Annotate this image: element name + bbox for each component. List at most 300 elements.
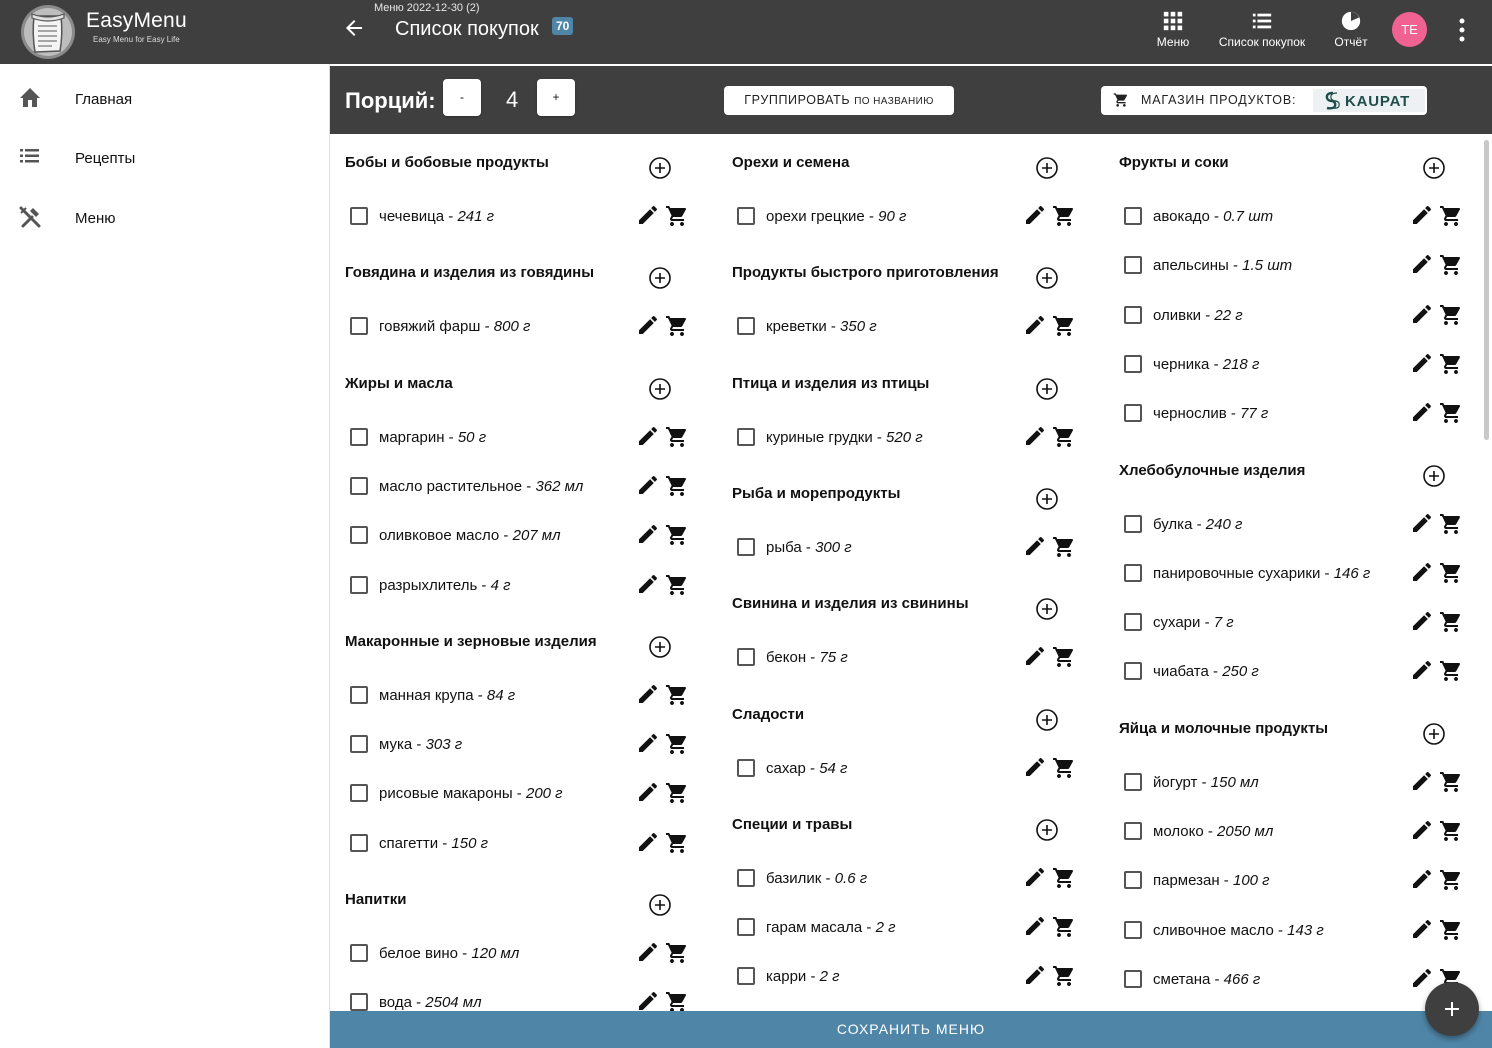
list-item [350,989,690,1011]
add-fab-button[interactable] [1425,982,1479,1036]
list-item [350,572,690,598]
edit-pencil-icon[interactable] [636,830,660,854]
item-name: базилик [766,869,822,887]
add-to-cart-icon[interactable] [665,523,689,547]
item-name: оливковое масло [379,527,500,545]
list-item [350,940,690,966]
edit-pencil-icon[interactable] [1410,917,1434,941]
edit-pencil-icon[interactable] [1410,867,1434,891]
count-badge: 70 [552,17,573,35]
item-label: сливочное масло - 143 г [1153,921,1324,939]
item-checkbox[interactable] [350,834,368,852]
item-name: сливочное масло [1153,921,1274,939]
sidebar [0,64,330,1048]
category-header [732,375,1072,405]
category-title: Фрукты и соки [1119,154,1229,171]
item-quantity: 2504 мл [425,994,482,1011]
list-item [350,473,690,499]
add-to-cart-icon[interactable] [1439,868,1463,892]
edit-pencil-icon[interactable] [1410,351,1434,375]
add-circle-icon[interactable] [1035,597,1059,621]
group-button-sublabel: ПО НАЗВАНИЮ [854,96,934,107]
item-checkbox[interactable] [350,993,368,1011]
list-icon [18,145,42,167]
add-to-cart-icon[interactable] [1439,610,1463,634]
item-label: карри - 2 г [766,968,840,986]
category-title: Специи и травы [732,815,853,833]
item-checkbox[interactable] [1124,256,1142,274]
add-to-cart-icon[interactable] [665,474,689,498]
add-to-cart-icon[interactable] [665,425,689,449]
list-item [1124,252,1464,278]
item-checkbox[interactable] [1124,613,1142,631]
portions-toolbar [330,66,1492,134]
item-quantity: 150 г [451,834,489,852]
page-title: Список покупок [395,18,539,40]
item-name: пармезан [1153,872,1220,890]
item-name: масло растительное [379,477,523,495]
edit-pencil-icon[interactable] [1410,511,1434,535]
item-quantity: 350 г [840,318,877,336]
add-to-cart-icon[interactable] [1439,352,1463,376]
item-checkbox[interactable] [1124,871,1142,889]
category-header [1119,720,1459,750]
add-to-cart-icon[interactable] [665,831,689,855]
edit-pencil-icon[interactable] [1023,755,1047,779]
item-name: оливки [1153,306,1202,324]
sidebar-item-label: Меню [75,210,116,227]
category-header [732,485,1072,515]
edit-pencil-icon[interactable] [1410,769,1434,793]
add-to-cart-icon[interactable] [1439,401,1463,425]
list-item [350,682,690,708]
item-quantity: 143 г [1287,921,1324,939]
edit-pencil-icon[interactable] [636,473,660,497]
item-label: базилик - 0.6 г [766,869,868,887]
category-header [345,633,685,663]
store-label: МАГАЗИН ПРОДУКТОВ: [1141,93,1297,107]
edit-pencil-icon[interactable] [1023,313,1047,337]
item-label: оливковое масло - 207 мл [379,527,561,545]
utensils-icon [18,205,42,229]
add-to-cart-icon[interactable] [665,573,689,597]
add-to-cart-icon[interactable] [1439,204,1463,228]
edit-pencil-icon[interactable] [1410,203,1434,227]
list-item [350,313,690,339]
item-name: белое вино [379,945,459,962]
edit-pencil-icon[interactable] [636,682,660,706]
item-name: молоко [1153,823,1204,840]
list-item [1124,609,1464,635]
item-name: черника [1153,355,1210,373]
item-checkbox[interactable] [350,428,368,446]
edit-pencil-icon[interactable] [1023,424,1047,448]
edit-pencil-icon[interactable] [1410,400,1434,424]
item-label: панировочные сухарики - 146 г [1153,564,1371,582]
category-title: Птица и изделия из птицы [732,374,930,392]
category-title: Хлебобулочные изделия [1119,461,1306,479]
portions-value: 4 [506,87,519,112]
store-name: KAUPAT [1345,93,1411,110]
item-quantity: 250 г [1222,663,1259,681]
add-to-cart-icon[interactable] [1439,659,1463,683]
item-quantity: 100 г [1232,872,1270,890]
list-item [350,830,690,856]
list-item [737,203,1077,229]
notepad-logo-icon [18,4,78,60]
item-checkbox[interactable] [737,967,755,985]
category-title: Яйца и молочные продукты [1119,719,1329,737]
edit-pencil-icon[interactable] [636,522,660,546]
list-item [737,914,1077,940]
app-bar [0,0,1492,64]
item-name: рисовые макароны [379,785,513,803]
item-checkbox[interactable] [737,428,755,446]
category-title: Жиры и масла [345,374,453,392]
add-to-cart-icon[interactable] [1439,253,1463,277]
item-checkbox[interactable] [350,686,368,704]
item-checkbox[interactable] [1124,404,1142,422]
item-checkbox[interactable] [1124,921,1142,939]
add-circle-icon[interactable] [648,266,672,290]
category-title: Говядина и изделия из говядины [345,264,595,282]
increase-portions-button[interactable]: + [537,79,575,116]
item-name: говяжий фарш [379,318,481,336]
edit-pencil-icon[interactable] [636,313,660,337]
pie-chart-icon [1340,10,1362,32]
item-label: авокадо - 0.7 шт [1153,208,1274,225]
list-item [350,522,690,548]
item-name: гарам масала [766,919,863,937]
item-checkbox[interactable] [1124,306,1142,324]
category-header [345,891,685,921]
add-to-cart-icon[interactable] [665,204,689,228]
item-checkbox[interactable] [737,317,755,335]
item-quantity: 362 мл [535,477,584,495]
list-item [1124,560,1464,586]
add-circle-icon[interactable] [1035,156,1059,180]
list-item [1124,867,1464,893]
item-checkbox[interactable] [1124,207,1142,225]
portions-label: Порций: [345,88,436,113]
sidebar-item-label: Главная [75,91,133,108]
nav-shopping-list-button[interactable] [1210,8,1314,56]
item-label: сахар - 54 г [766,759,848,777]
add-to-cart-icon[interactable] [1439,819,1463,843]
list-item [1124,769,1464,795]
item-label: сметана - 466 г [1153,970,1261,988]
add-circle-icon[interactable] [1035,377,1059,401]
item-label: гарам масала - 2 г [766,919,896,937]
group-by-name-button[interactable] [724,86,954,115]
plus-icon [1440,997,1464,1021]
edit-pencil-icon[interactable] [1023,534,1047,558]
cart-icon [1113,92,1129,108]
category-header [732,595,1072,625]
scrollbar[interactable] [1484,140,1489,440]
grid-icon [1162,10,1184,32]
user-avatar[interactable]: TE [1392,12,1427,47]
edit-pencil-icon[interactable] [636,731,660,755]
list-item [737,963,1077,989]
list-item [1124,511,1464,537]
item-quantity: 2 г [875,919,896,937]
item-quantity: 50 г [457,428,487,446]
item-label: бекон - 75 г [766,649,848,667]
item-name: карри [766,968,807,986]
item-quantity: 150 мл [1210,773,1259,791]
item-quantity: 75 г [819,649,848,667]
add-circle-icon[interactable] [1035,708,1059,732]
category-title: Бобы и бобовые продукты [345,154,549,171]
item-label: оливки - 22 г [1153,306,1243,324]
sidebar-item-recipes[interactable] [0,127,330,183]
item-quantity: 2050 мл [1217,823,1274,840]
item-label: чиабата - 250 г [1153,663,1259,681]
item-name: чернослив [1153,405,1227,423]
item-quantity: 90 г [878,208,907,225]
decrease-portions-button[interactable]: - [443,79,481,116]
list-item [737,865,1077,891]
item-name: булка [1153,515,1193,533]
item-name: чиабата [1153,663,1209,681]
store-select-button[interactable] [1101,86,1427,115]
item-name: маргарин [379,428,445,446]
item-name: спагетти [379,834,439,852]
item-label: йогурт - 150 мл [1153,773,1259,791]
item-quantity: 84 г [486,686,516,704]
category-title: Рыба и морепродукты [732,484,901,502]
add-to-cart-icon[interactable] [1439,770,1463,794]
home-icon [18,86,42,108]
brand-title: EasyMenu [86,9,187,32]
item-label: рисовые макароны - 200 г [379,785,563,803]
item-checkbox[interactable] [1124,355,1142,373]
item-label: рыба - 300 г [766,538,852,556]
item-checkbox[interactable] [1124,822,1142,840]
add-circle-icon[interactable] [1422,464,1446,488]
list-item [1124,400,1464,426]
item-checkbox[interactable] [1124,515,1142,533]
add-to-cart-icon[interactable] [665,683,689,707]
item-label: спагетти - 150 г [379,834,489,852]
add-circle-icon[interactable] [1035,266,1059,290]
add-circle-icon[interactable] [648,635,672,659]
save-menu-button[interactable]: СОХРАНИТЬ МЕНЮ [330,1011,1492,1048]
add-to-cart-icon[interactable] [1052,314,1076,338]
edit-pencil-icon[interactable] [1410,302,1434,326]
list-item [1124,302,1464,328]
item-quantity: 300 г [815,538,852,556]
item-label: чечевица - 241 г [379,208,495,225]
item-label: белое вино - 120 мл [379,945,520,962]
item-name: сахар [766,759,806,777]
item-checkbox[interactable] [350,735,368,753]
item-checkbox[interactable] [737,759,755,777]
shopping-list-content [330,134,1492,1011]
list-item [737,755,1077,781]
item-name: йогурт [1153,773,1198,791]
item-label: пармезан - 100 г [1153,872,1270,890]
item-name: панировочные сухарики [1153,564,1321,582]
list-item [350,203,690,229]
item-name: чечевица [379,208,445,225]
edit-pencil-icon[interactable] [1023,203,1047,227]
add-to-cart-icon[interactable] [665,781,689,805]
item-quantity: 241 г [457,208,495,225]
item-name: бекон [766,649,807,667]
item-checkbox[interactable] [350,944,368,962]
item-quantity: 0.6 г [834,869,868,887]
add-to-cart-icon[interactable] [1052,756,1076,780]
list-item [350,731,690,757]
add-circle-icon[interactable] [1035,487,1059,511]
item-checkbox[interactable] [350,576,368,594]
item-name: рыба [766,538,802,556]
store-logo [1313,89,1425,112]
edit-pencil-icon[interactable] [1410,609,1434,633]
item-quantity: 303 г [425,736,463,754]
add-circle-icon[interactable] [648,156,672,180]
add-to-cart-icon[interactable] [1439,918,1463,942]
add-to-cart-icon[interactable] [1052,535,1076,559]
add-to-cart-icon[interactable] [1052,204,1076,228]
item-label: мука - 303 г [379,736,463,754]
category-header [732,154,1072,184]
item-quantity: 200 г [525,785,563,803]
item-quantity: 22 г [1214,306,1243,324]
add-circle-icon[interactable] [1422,156,1446,180]
add-to-cart-icon[interactable] [665,990,689,1011]
item-name: мука [379,736,413,754]
item-quantity: 466 г [1223,970,1261,988]
category-title: Напитки [345,891,407,908]
add-to-cart-icon[interactable] [1439,512,1463,536]
item-checkbox[interactable] [737,538,755,556]
add-circle-icon[interactable] [1035,818,1059,842]
sidebar-item-label: Рецепты [75,150,136,167]
item-checkbox[interactable] [1124,773,1142,791]
item-checkbox[interactable] [737,648,755,666]
item-quantity: 1.5 шт [1242,257,1293,275]
edit-pencil-icon[interactable] [1410,818,1434,842]
add-to-cart-icon[interactable] [665,732,689,756]
item-checkbox[interactable] [350,317,368,335]
item-checkbox[interactable] [737,207,755,225]
add-to-cart-icon[interactable] [1052,915,1076,939]
item-quantity: 4 г [490,576,511,594]
list-item [737,644,1077,670]
item-checkbox[interactable] [737,869,755,887]
list-item [737,424,1077,450]
item-label: чернослив - 77 г [1153,405,1269,423]
add-to-cart-icon[interactable] [1052,645,1076,669]
edit-pencil-icon[interactable] [1410,560,1434,584]
category-header [1119,462,1459,492]
add-to-cart-icon[interactable] [665,314,689,338]
add-to-cart-icon[interactable] [1439,303,1463,327]
edit-pencil-icon[interactable] [636,424,660,448]
edit-pencil-icon[interactable] [636,572,660,596]
edit-pencil-icon[interactable] [636,989,660,1011]
edit-pencil-icon[interactable] [1023,914,1047,938]
item-quantity: 207 мл [512,527,561,545]
list-item [350,780,690,806]
item-checkbox[interactable] [350,477,368,495]
add-to-cart-icon[interactable] [1052,964,1076,988]
edit-pencil-icon[interactable] [1023,644,1047,668]
edit-pencil-icon[interactable] [1410,252,1434,276]
item-label: молоко - 2050 мл [1153,823,1274,840]
add-to-cart-icon[interactable] [1439,561,1463,585]
list-item [1124,917,1464,943]
item-quantity: 54 г [819,759,848,777]
item-quantity: 120 мл [471,945,520,962]
list-item [1124,203,1464,229]
sidebar-item-home[interactable] [0,68,330,124]
sidebar-item-menu[interactable] [0,187,330,243]
add-circle-icon[interactable] [648,377,672,401]
item-checkbox[interactable] [350,784,368,802]
back-arrow-icon[interactable] [342,16,366,40]
category-title: Сладости [732,705,805,723]
menu-date: Меню 2022-12-30 (2) [374,2,480,14]
edit-pencil-icon[interactable] [1410,966,1434,990]
edit-pencil-icon[interactable] [636,780,660,804]
add-to-cart-icon[interactable] [665,941,689,965]
add-to-cart-icon[interactable] [1052,425,1076,449]
edit-pencil-icon[interactable] [636,203,660,227]
list-item [1124,658,1464,684]
category-header [345,375,685,405]
item-checkbox[interactable] [350,207,368,225]
edit-pencil-icon[interactable] [1023,865,1047,889]
category-header [732,816,1072,846]
item-label: вода - 2504 мл [379,994,482,1011]
item-label: черника - 218 г [1153,355,1260,373]
item-label: сухари - 7 г [1153,614,1234,632]
nav-menu-button[interactable] [1148,8,1198,56]
item-label: манная крупа - 84 г [379,686,516,704]
nav-shopping-list-label: Список покупок [1218,35,1306,49]
item-checkbox[interactable] [1124,564,1142,582]
item-label: куриные грудки - 520 г [766,428,923,446]
nav-report-button[interactable] [1326,8,1376,56]
add-to-cart-icon[interactable] [1052,866,1076,890]
category-header [345,154,685,184]
brand-tagline: Easy Menu for Easy Life [93,35,180,44]
item-label: апельсины - 1.5 шт [1153,257,1293,275]
item-label: разрыхлитель - 4 г [379,576,511,594]
item-quantity: 7 г [1213,614,1234,632]
nav-menu-label: Меню [1156,35,1190,49]
item-checkbox[interactable] [1124,662,1142,680]
list-item [1124,351,1464,377]
edit-pencil-icon[interactable] [636,940,660,964]
item-checkbox[interactable] [1124,970,1142,988]
item-quantity: 2 г [819,968,840,986]
item-checkbox[interactable] [737,918,755,936]
edit-pencil-icon[interactable] [1023,963,1047,987]
add-circle-icon[interactable] [648,893,672,917]
item-label: маргарин - 50 г [379,428,487,446]
more-vert-icon[interactable] [1450,16,1474,44]
edit-pencil-icon[interactable] [1410,658,1434,682]
add-circle-icon[interactable] [1422,722,1446,746]
item-name: разрыхлитель [379,576,478,594]
list-item [1124,818,1464,844]
item-checkbox[interactable] [350,526,368,544]
